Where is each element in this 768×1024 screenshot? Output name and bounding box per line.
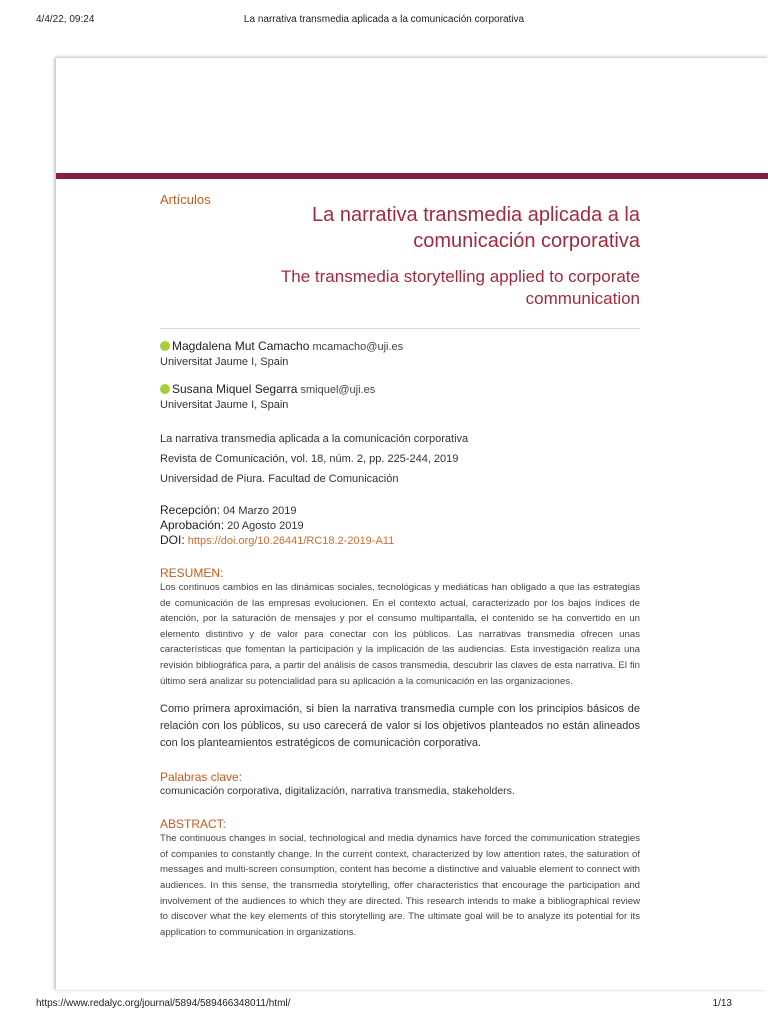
author-entry (160, 339, 640, 370)
resumen-paragraph: Los continuos cambios en las dinámicas sociales, tecnológicas y mediáticas han obligado a que las estrategias de comunicación de las empresas evolucionen. En el contexto actual, caracterizado por los bajos índices de atención, por la saturación de mensajes y por el consumo multipantalla, el contenido se ha convertido en un elemento distintivo y de valor para conectar con los públicos. Las narrativas transmedia ofrecen unas características que fomentan la participación y la implicación de las audiencias. Esta investigación realiza una revisión bibliográfica para, a partir del análisis de casos transmedia, descubrir las claves de esta narrativa. El fin último será analizar su potencialidad para su aplicación a la comunicación en las organizaciones. (160, 582, 640, 687)
doi-label: DOI: (160, 533, 185, 547)
author-affiliation: Universitat Jaume I, Spain (160, 356, 289, 368)
approval-date: 20 Agosto 2019 (224, 520, 304, 532)
title-es-line: La narrativa transmedia aplicada a la (312, 204, 640, 226)
resumen-heading: RESUMEN: (160, 566, 224, 580)
title-block (160, 202, 640, 310)
title-en-line: The transmedia storytelling applied to corporate (280, 267, 640, 286)
author-name: Susana Miquel Segarra (172, 382, 298, 396)
article-dates (160, 503, 640, 548)
print-footer (36, 998, 732, 1012)
page-number: 1/13 (712, 998, 732, 1009)
meta-publisher: Universidad de Piura. Facultad de Comunicación (160, 473, 399, 485)
journal-banner-rule (56, 173, 768, 179)
title-es-line: comunicación corporativa (413, 230, 640, 252)
approval-label: Aprobación: (160, 518, 225, 532)
meta-article-title: La narrativa transmedia aplicada a la comunicación corporativa (160, 433, 469, 445)
doi-link[interactable]: https://doi.org/10.26441/RC18.2-2019-A11 (184, 535, 395, 547)
keywords-heading-colon: : (238, 770, 243, 785)
title-en-line: communication (525, 289, 640, 308)
orcid-icon[interactable] (160, 341, 170, 351)
article-page (56, 58, 768, 990)
keywords-heading-text: Palabras clave (160, 770, 239, 785)
print-header (36, 14, 732, 30)
abstract-heading: ABSTRACT: (160, 817, 227, 832)
keywords-heading (160, 770, 640, 784)
reception-date: 04 Marzo 2019 (220, 505, 297, 517)
keywords-list: comunicación corporativa, digitalización, narrativa transmedia, stakeholders. (160, 785, 515, 798)
author-affiliation: Universitat Jaume I, Spain (160, 399, 289, 411)
author-email: mcamacho@uji.es (312, 341, 404, 353)
publication-meta (160, 429, 640, 489)
print-url: https://www.redalyc.org/journal/5894/589466348011/html/ (36, 998, 291, 1009)
author-name: Magdalena Mut Camacho (172, 339, 310, 353)
section-label: Artículos (160, 192, 211, 207)
author-email: smiquel@uji.es (300, 384, 376, 396)
title-divider (160, 328, 640, 329)
article-content (160, 190, 640, 940)
article-title-en (160, 266, 640, 310)
abstract-paragraph: The continuous changes in social, technological and media dynamics have forced the communication strategies of companies to constantly change. In the current context, characterized by low attention rates, the saturation of messages and multi-screen consumption, content has become a distinctive and valuable element to connect with audiences. In this sense, the transmedia storytelling, offer characteristics that encourage the participation and involvement of the audiences to which they are directed. This research intends to make a bibliographical review to discover what the key elements of this storytelling are. The ultimate goal will be to analyze its potential for its application to communication in organizations. (160, 833, 640, 938)
print-datetime: 4/4/22, 09:24 (36, 14, 95, 25)
resumen-paragraph: Como primera aproximación, si bien la narrativa transmedia cumple con los principios básicos de relación con los públicos, su uso carecerá de valor si los objetivos planteados no están alineados con los planteamientos estratégicos de comunicación corporativa. (160, 703, 640, 750)
print-title: La narrativa transmedia aplicada a la comunicación corporativa (243, 14, 525, 25)
author-entry (160, 382, 640, 413)
orcid-icon[interactable] (160, 384, 170, 394)
article-title-es (160, 202, 640, 254)
reception-label: Recepción: (160, 503, 221, 517)
meta-journal: Revista de Comunicación, vol. 18, núm. 2, pp. 225-244, 2019 (160, 453, 459, 465)
